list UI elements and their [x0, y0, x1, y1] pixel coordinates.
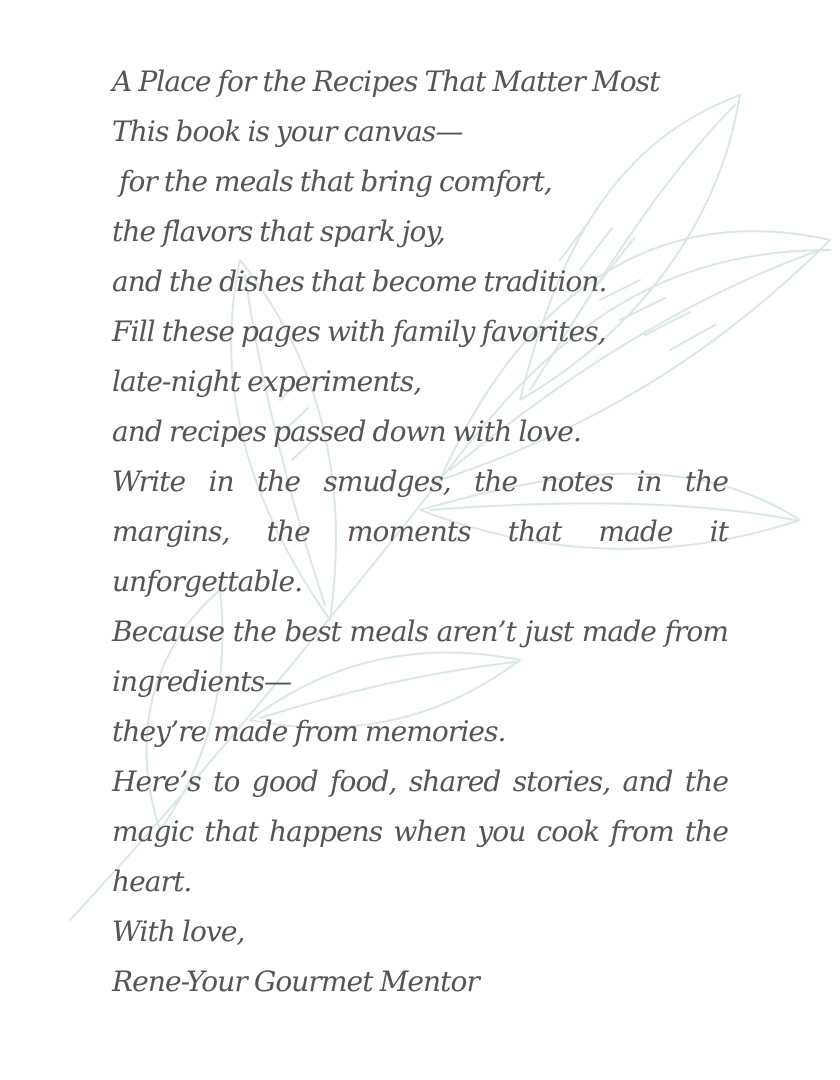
text-line: late-night experiments, [112, 365, 422, 398]
text-line: and recipes passed down with love. [112, 415, 581, 448]
closing-text: With love, [112, 915, 245, 948]
text-line: This book is your canvas— [112, 115, 463, 148]
paragraph-heres: Here’s to good food, shared stories, and the magic that happens when you cook from the heart. [112, 765, 728, 898]
signature: Rene-Your Gourmet Mentor [112, 965, 479, 998]
text-line: and the dishes that become tradition. [112, 265, 607, 298]
text-line: Fill these pages with family favorites, [112, 315, 606, 348]
paragraph-because: Because the best meals aren’t just made from ingredients— [112, 615, 728, 698]
intro-text-block [112, 57, 728, 1007]
text-line: for the meals that bring comfort, [112, 165, 552, 198]
text-line: the flavors that spark joy, [112, 215, 445, 248]
paragraph-smudges: Write in the smudges, the notes in the margins, the moments that made it unforgettable. [112, 465, 728, 598]
page-title: A Place for the Recipes That Matter Most [112, 65, 660, 98]
text-line-memories: they’re made from memories. [112, 715, 506, 748]
